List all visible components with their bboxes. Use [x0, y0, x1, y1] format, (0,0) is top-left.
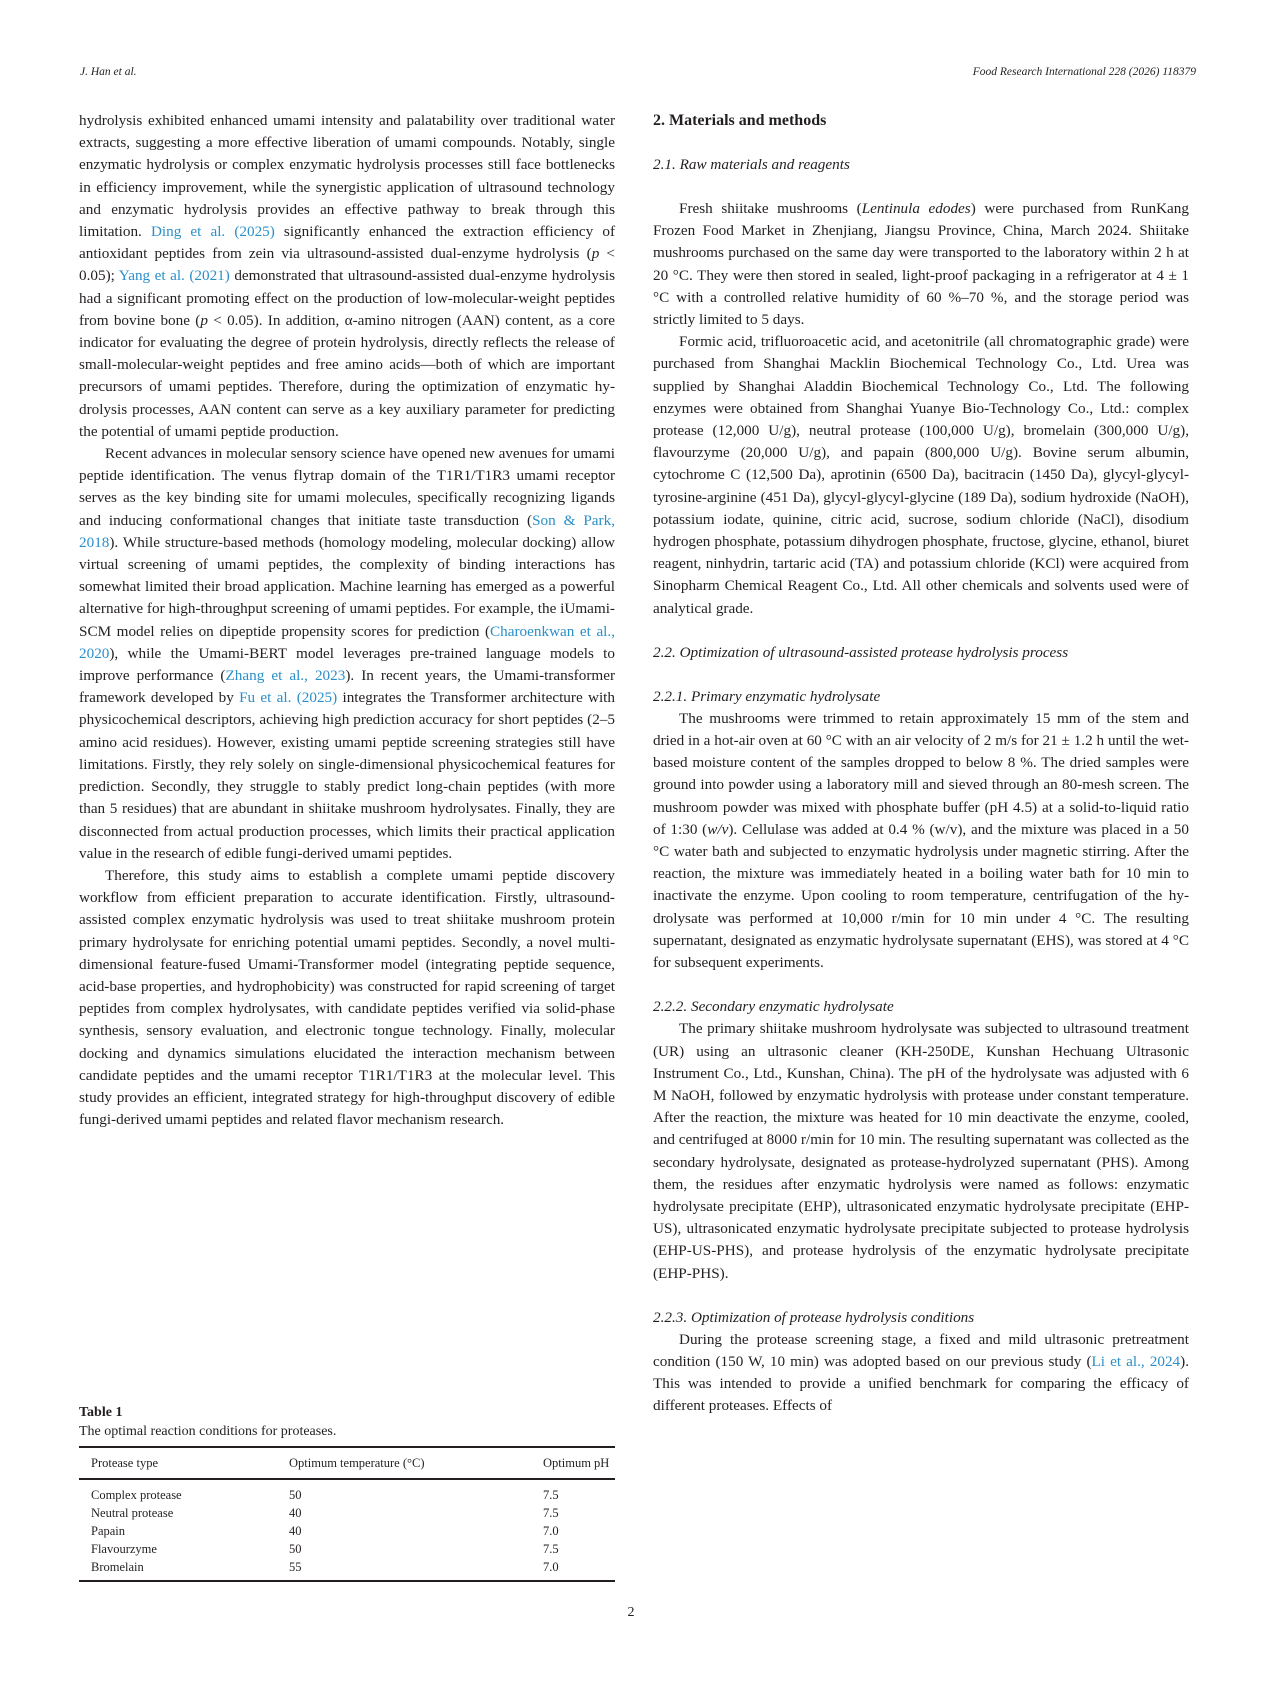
species-name: Lentinula edodes	[861, 200, 971, 217]
table-row	[79, 1479, 615, 1504]
paragraph-primary-hydrolysate: The mushrooms were trimmed to retain approximately 15 mm of the stem and dried in a hot-air oven at 60 °C with an air velocity of 2 m/s for 21 ± 1.2 h until the wet-based moisture content of the samples dropped to below 8 %. The dried samples were ground into powder using a laboratory mill and sieved through an 80-mesh screen. The mushroom powder was mixed with phosphate buffer (pH 4.5) at a solid-to-liquid ratio of 1:30 (w/v). Cellulase was added at 0.4 % (w/v), and the mixture was placed in a 50 °C water bath and subjected to enzymatic hydrolysis under magnetic stirring. After the reaction, the mixture was immediately heated in a boiling water bath for 10 min to inactivate the enzyme. Upon cooling to room temperature, centrifugation of the hydrolysate was performed at 10,000 r/min for 10 min under 4 °C. The resulting supernatant, designated as enzymatic hydrolysate supernatant (EHS), was stored at 4 °C for subsequent experiments.	[653, 709, 1189, 972]
section-heading-materials-methods: 2. Materials and methods	[653, 112, 827, 129]
paragraph-intro-continued: hydrolysis exhibited enhanced umami intensity and palatability over traditional water extracts, suggesting a more effective liberation of umami compounds. Notably, single enzymatic hydrolysis or complex enzymatic hydrolysis processes still face bottlenecks in efficiency improvement, while the synergistic application of ultrasound technology and enzymatic hydrolysis provides an effective pathway to break through this limitation. Ding et al. (2025) significantly enhanced the extraction efficiency of antioxidant peptides from zein via ultrasound-assisted dual-enzyme hydrolysis (p < 0.05); Yang et al. (2021) demonstrated that ultrasound-assisted dual-enzyme hydrolysis had a significant promoting effect on the production of low-molecular-weight peptides from bovine bone (p < 0.05). In addition, α-amino nitrogen (AAN) content, as a core indicator for evaluating the degree of protein hydrolysis, directly reflects the release of small-molecular-weight peptides and free amino acids—both of which are important precursors of umami peptides. Therefore, during the optimization of enzymatic hydrolysis processes, AAN content can serve as a key auxiliary parameter for predicting the potential of umami peptide production.	[79, 112, 616, 440]
running-head-authors: J. Han et al.	[80, 66, 137, 78]
citation-link-charoenkwan-2020[interactable]: Charoenkwan et al., 2020	[79, 622, 615, 662]
citation-link-son-park-2018[interactable]: Son & Park, 2018	[79, 511, 615, 551]
cell-ph: 7.5	[543, 1488, 559, 1502]
cell-ph: 7.5	[543, 1542, 559, 1556]
paragraph-molecular-sensory: Recent advances in molecular sensory science have opened new avenues for umami peptide identification. The venus flytrap domain of the T1R1/T1R3 umami receptor serves as the key binding site for umami molecules, specifically recognizing ligands and inducing conformational changes that initiate taste transduction (Son & Park, 2018). While structure-based methods (homology modeling, molecular docking) allow virtual screening of umami peptides, the complexity of binding interactions has somewhat limited their broad application. Machine learning has emerged as a powerful alternative for high-throughput screening of umami peptides. For example, the iUmami-SCM model relies on dipeptide propensity scores for prediction (Charoenkwan et al., 2020), while the Umami-BERT model leverages pre-trained language models to improve performance (Zhang et al., 2023). In recent years, the Umami-transformer framework developed by Fu et al. (2025) integrates the Transformer architecture with physicochemical descriptors, achieving high prediction accuracy for short peptides (2–5 amino acid residues). However, existing umami peptide screening strategies still have limitations. Firstly, they rely solely on single-dimensional physicochemical features for prediction. Secondly, they struggle to stably predict long-chain peptides (with more than 5 residues) that are abundant in shiitake mushroom hydrolysates. Finally, they are disconnected from actual production processes, which limits their practical application value in the research of edible fungi-derived umami peptides.	[79, 445, 615, 862]
citation-link-fu-2025[interactable]: Fu et al. (2025)	[239, 689, 338, 707]
table-row	[79, 1558, 615, 1581]
citation-link-zhang-2023[interactable]: Zhang et al., 2023	[225, 667, 346, 685]
cell-protease: Papain	[91, 1524, 126, 1538]
column-header-optimum-temperature: Optimum temperature (°C)	[289, 1456, 425, 1470]
paragraph-protease-conditions: During the protease screening stage, a fixed and mild ultrasonic pretreatment condition (150 W, 10 min) was adopted based on our previous study (Li et al., 2024). This was intended to provide a unified benchmark for comparing the efficacy of different proteases. Effects of	[653, 1330, 1189, 1415]
table-row	[79, 1504, 615, 1522]
paragraph-reagents: Formic acid, trifluoroacetic acid, and acetonitrile (all chromatographic grade) were purchased from Shanghai Macklin Biochemical Technology Co., Ltd. Urea was supplied by Shanghai Aladdin Biochemical Technology Co., Ltd. The following enzymes were obtained from Shanghai Yuanye Bio-Technology Co., Ltd.: complex protease (12,000 U/g), neutral protease (100,000 U/g), bromelain (300,000 U/​g), flavourzyme (20,000 U/g), and papain (800,000 U/g). Bovine serum albumin, cytochrome C (12,500 Da), aprotinin (6500 Da), bacitracin (1450 Da), glycyl-glycyl-tyrosine-arginine (451 Da), glycyl-glycyl-​glycine (189 Da), sodium hydroxide (NaOH), potassium iodate, quinine, citric acid, sucrose, sodium chloride (NaCl), disodium hydrogen phosphate, potassium dihydrogen phosphate, fructose, glycine, ethanol, biuret reagent, ninhydrin, tartaric acid (TA) and potassium chloride (KCl) were acquired from Sinopharm Chemical Reagent Co., Ltd. All other chemicals and solvents used were of analytical grade.	[653, 333, 1189, 617]
cell-protease: Complex protease	[91, 1488, 182, 1502]
cell-ph: 7.0	[543, 1524, 559, 1538]
subsection-heading-optimization: 2.2. Optimization of ultrasound-assisted protease hydrolysis process	[653, 643, 1069, 661]
table-row	[79, 1540, 615, 1558]
subsubsection-heading-secondary-hydrolysate: 2.2.2. Secondary enzymatic hydrolysate	[653, 998, 894, 1016]
cell-temperature: 50	[289, 1542, 302, 1556]
table-1	[79, 1403, 615, 1582]
subsection-heading-raw-materials: 2.1. Raw materials and reagents	[653, 156, 850, 173]
cell-temperature: 40	[289, 1506, 302, 1520]
column-header-optimum-ph: Optimum pH	[543, 1456, 610, 1470]
column-header-protease-type: Protease type	[91, 1456, 158, 1470]
protease-conditions-table	[79, 1446, 615, 1582]
right-column	[653, 110, 1189, 1418]
cell-protease: Bromelain	[91, 1560, 144, 1574]
paragraph-study-aims: Therefore, this study aims to establish a complete umami peptide discovery workflow from efficient preparation to accurate identification. Firstly, ultrasound-assisted complex enzymatic hydrolysis was used to treat shiitake mushroom protein primary hydrolysate for enriching potential umami peptides. Secondly, a novel multi-dimensional feature-fused Umami-Transformer model (integrating peptide sequence, acid-base properties, and hydrophobicity) was constructed for rapid screening of target peptides from complex hydrolysates, with candidate peptides verified via solid-phase synthesis, sensory evaluation, and electronic tongue technology. Finally, molecular docking and dynamics simulations elucidated the interaction mechanism between candidate peptides and the umami receptor T1R1/T1R3 at the molecular level. This study provides an efficient, integrated strategy for high-throughput discovery of edible fungi-derived umami peptides and related flavor mechanism research.	[79, 866, 615, 1129]
running-head-journal: Food Research International 228 (2026) 118379	[972, 66, 1196, 78]
cell-temperature: 40	[289, 1524, 302, 1538]
page-number: 2	[627, 1605, 635, 1620]
paragraph-shiitake-source: Fresh shiitake mushrooms (Lentinula edodes) were purchased from RunKang Frozen Food Market in Zhenjiang, Jiangsu Province, China, March 2024. Shiitake mushrooms purchased on the same day were transported to the laboratory within 2 h at 20 °C. They were then stored in sealed, light-proof packaging in a refrigerator at 4 ± 1 °C with a controlled relative humidity of 60 %–70 %, and the storage period was strictly limited to 5 days.	[653, 200, 1189, 329]
cell-protease: Neutral protease	[91, 1506, 174, 1520]
cell-temperature: 55	[289, 1560, 302, 1574]
cell-protease: Flavourzyme	[91, 1542, 157, 1556]
table-row	[79, 1522, 615, 1540]
table-label: Table 1	[79, 1405, 123, 1420]
table-caption: The optimal reaction conditions for proteases.	[79, 1424, 337, 1439]
paragraph-secondary-hydrolysate: The primary shiitake mushroom hydrolysate was subjected to ultrasound treatment (UR) using an ultrasonic cleaner (KH-250DE, Kunshan Hechuang Ultrasonic Instrument Co., Ltd., Kunshan, China). The pH of the hydrolysate was adjusted with 6 M NaOH, followed by enzymatic hydrolysis with protease under constant temperature. After the reaction, the mixture was heated for 10 min deactivate the enzyme, cooled, and centrifuged at 8000 r/min for 10 min. The resulting supernatant was collected as the secondary hydrolysate, designated as protease-hydrolyzed supernatant (PHS). Among them, the residues after enzymatic hydrolysis were named as follows: enzymatic hydrolysate precipitate (EHP), ultrasonicated enzymatic hydrolysate precipitate (EHP-US), ultrasonicated enzymatic hydrolysate precipitate subjected to protease hydrolysis (EHP-US-PHS), and protease hydrolysis of the enzymatic hydrolysate precipitate (EHP-PHS).	[653, 1020, 1189, 1282]
cell-ph: 7.0	[543, 1560, 559, 1574]
citation-link-yang-2021[interactable]: Yang et al. (2021)	[118, 267, 230, 285]
cell-ph: 7.5	[543, 1506, 559, 1520]
citation-link-li-2024[interactable]: Li et al., 2024	[1091, 1352, 1181, 1370]
subsubsection-heading-primary-hydrolysate: 2.2.1. Primary enzymatic hydrolysate	[653, 687, 881, 705]
subsubsection-heading-protease-conditions: 2.2.3. Optimization of protease hydrolysis conditions	[653, 1308, 975, 1326]
table-header-row	[79, 1447, 615, 1479]
citation-link-ding-2025[interactable]: Ding et al. (2025)	[150, 223, 275, 241]
left-column	[79, 110, 615, 1131]
cell-temperature: 50	[289, 1488, 302, 1502]
